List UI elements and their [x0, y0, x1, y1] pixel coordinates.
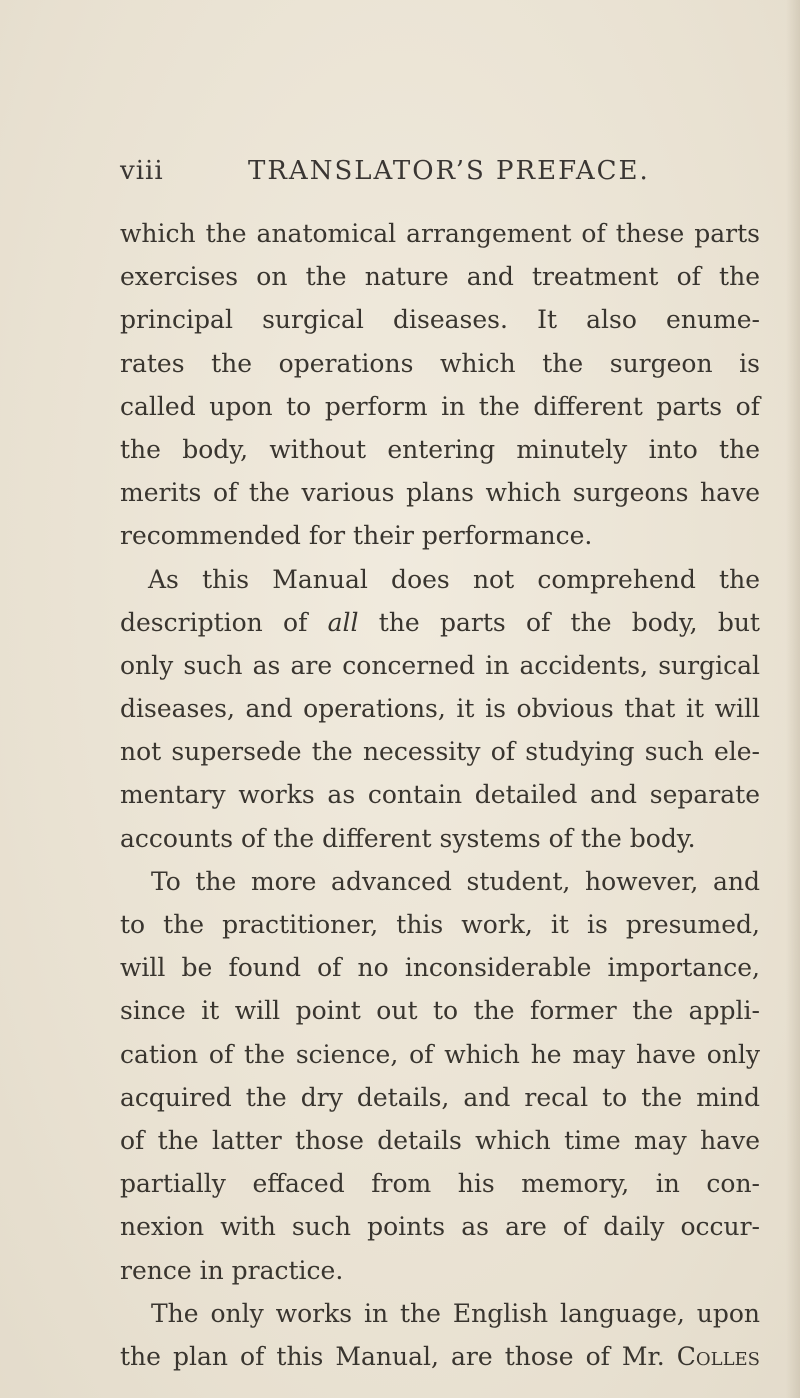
text-line: to the practitioner, this work, it is presumed, [120, 910, 760, 939]
text-line: merits of the various plans which surgeons have [120, 478, 760, 508]
text-line: acquired the dry details, and recal to the mind [120, 1082, 760, 1112]
text-line: nexion with such points as are of daily occur- [120, 1212, 760, 1242]
running-head: TRANSLATOR’S PREFACE. [248, 156, 650, 186]
text-line [120, 601, 760, 644]
text-run: the parts of the body, but [358, 607, 760, 637]
text-line: diseases, and operations, it is obvious that it will [120, 694, 760, 724]
emphasis-text: all [327, 607, 359, 637]
text-line: since it will point out to the former the appli- [120, 996, 760, 1026]
text-line: which the anatomical arrangement of these parts [120, 219, 760, 248]
text-line: principal surgical diseases. It also enume- [120, 305, 760, 335]
text-line: The only works in the English language, upon [151, 1298, 760, 1328]
text-line: To the more advanced student, however, and [151, 866, 760, 896]
page-number: viii [120, 156, 164, 186]
page-edge-shadow [786, 0, 800, 1398]
text-line: not supersede the necessity of studying such ele- [120, 737, 760, 767]
text-run: the plan of this Manual, are those of Mr. [120, 1341, 677, 1371]
author-name: Colles [676, 1341, 760, 1371]
page-header [120, 150, 760, 200]
text-line: recommended for their performance. [120, 521, 593, 551]
body-text [120, 212, 760, 1378]
text-line: will be found of no inconsiderable importance, [120, 953, 760, 983]
text-line: the body, without entering minutely into the [120, 434, 760, 464]
text-line: rates the operations which the surgeon is [120, 348, 760, 378]
text-line: only such as are concerned in accidents, surgical [120, 650, 760, 680]
text-line: exercises on the nature and treatment of the [120, 262, 760, 292]
text-line: partially effaced from his memory, in con- [120, 1169, 760, 1199]
text-line: of the latter those details which time may have [120, 1125, 760, 1155]
text-line: rence in practice. [120, 1255, 344, 1285]
text-line: accounts of the different systems of the body. [120, 823, 696, 853]
text-line: mentary works as contain detailed and separate [120, 780, 760, 810]
text-line: called upon to perform in the different parts of [120, 391, 760, 421]
text-run: description of [120, 607, 328, 637]
text-line: As this Manual does not comprehend the [148, 564, 760, 594]
text-line: cation of the science, of which he may have only [120, 1039, 760, 1069]
text-line [120, 1335, 760, 1378]
